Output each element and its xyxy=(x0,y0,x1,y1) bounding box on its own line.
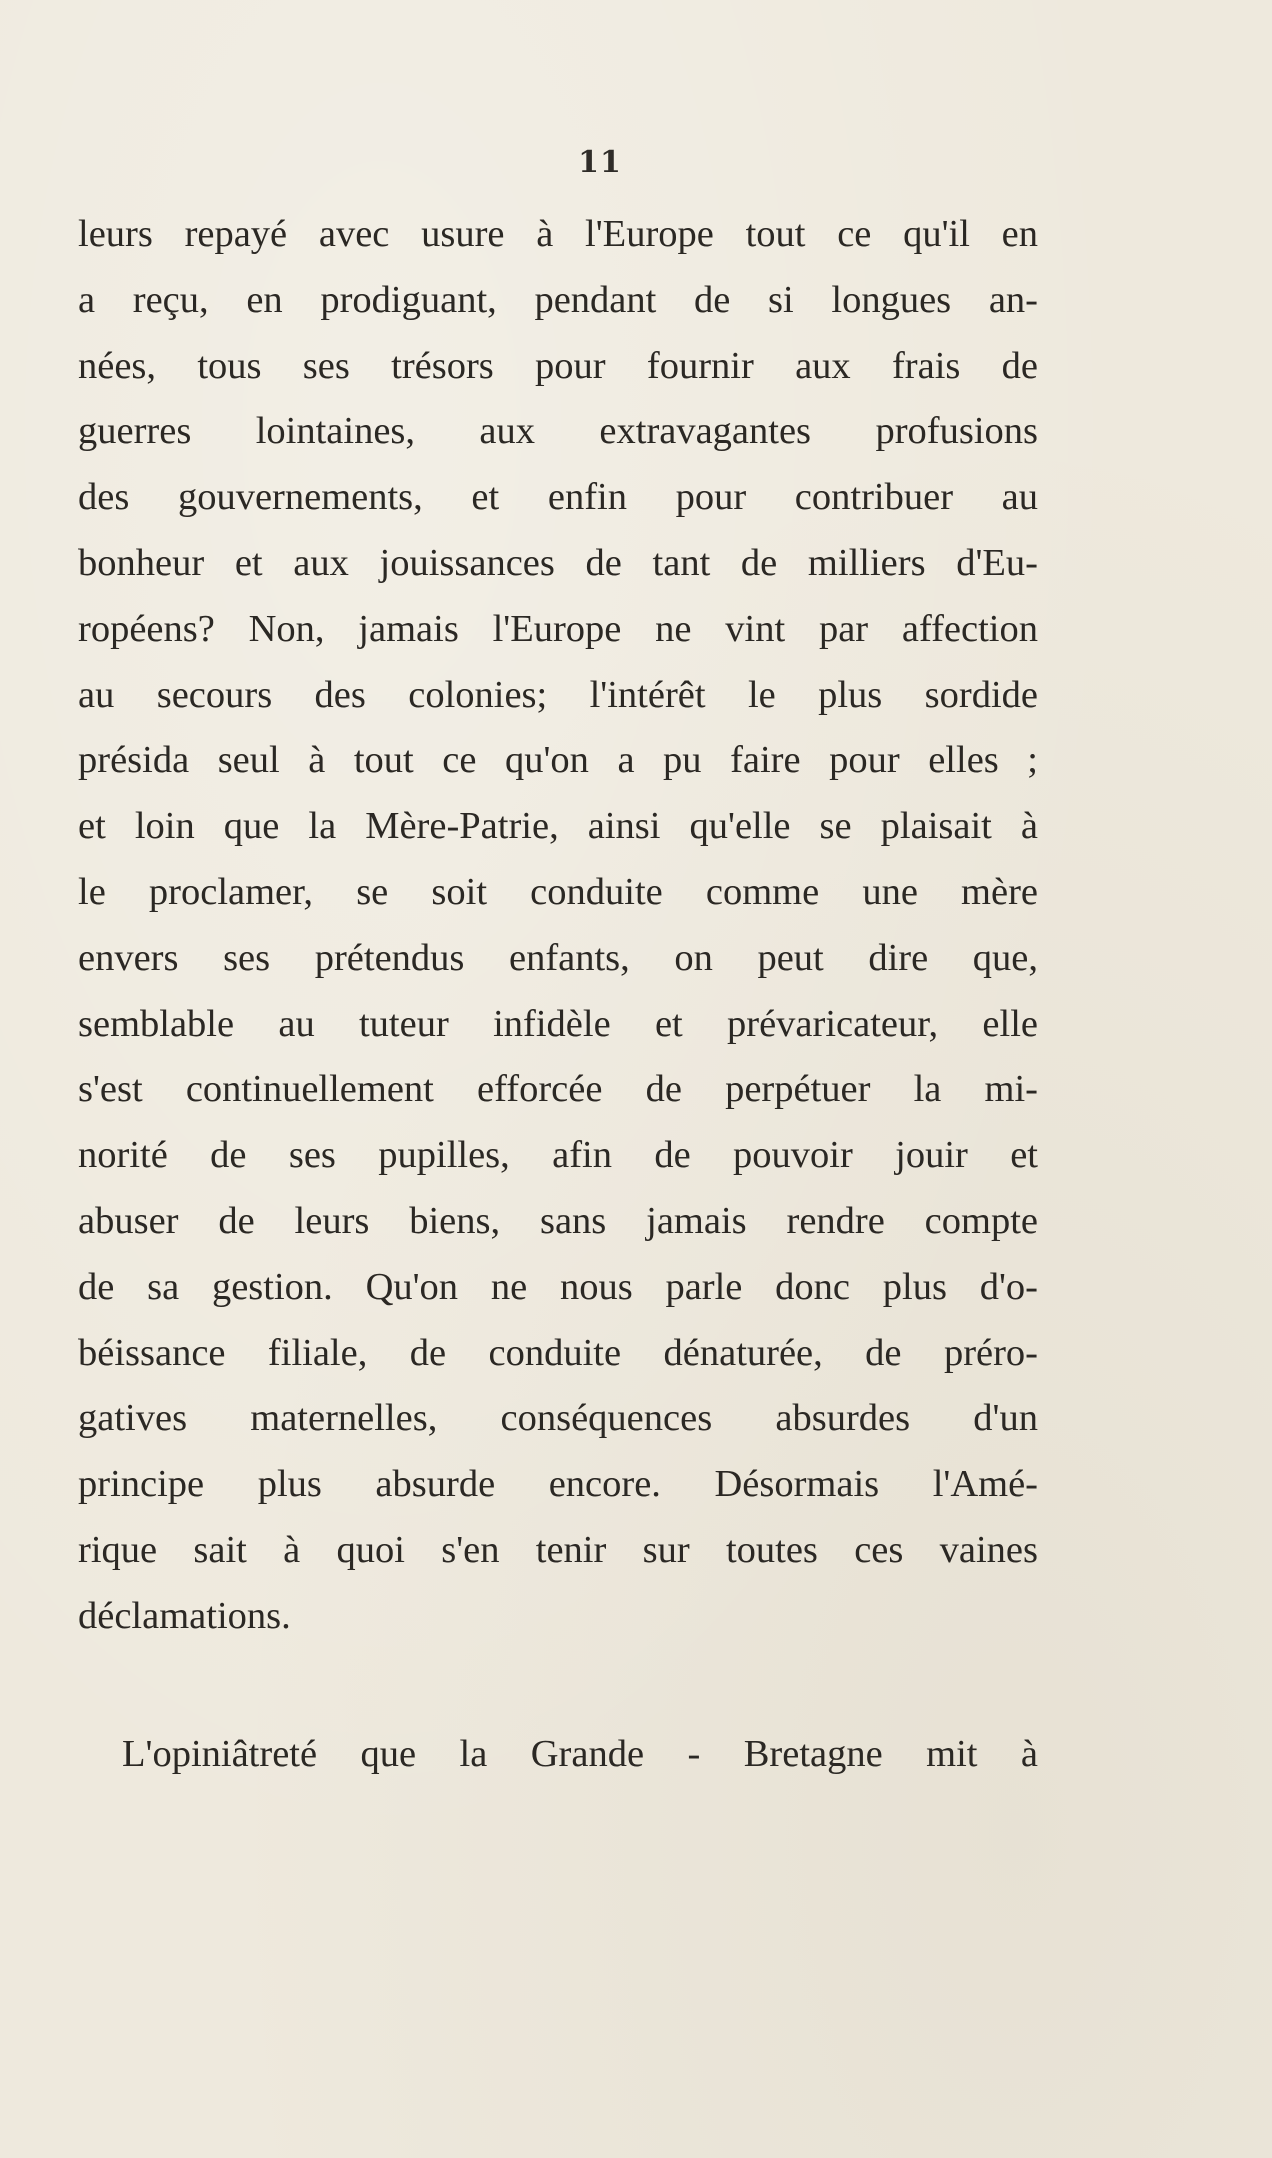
text-line: nées, tous ses trésors pour fournir aux frais de xyxy=(78,344,1038,387)
text-line: gatives maternelles, conséquences absurdes d'un xyxy=(78,1397,1038,1440)
text-line: semblable au tuteur infidèle et prévaricateur, elle xyxy=(78,1002,1038,1045)
paragraph-1 xyxy=(78,202,1038,1650)
text-line: et loin que la Mère-Patrie, ainsi qu'elle se plaisait à xyxy=(78,805,1038,848)
text-line: norité de ses pupilles, afin de pouvoir jouir et xyxy=(78,1134,1038,1177)
text-line: principe plus absurde encore. Désormais l'Amé- xyxy=(78,1463,1038,1506)
text-line: s'est continuellement efforcée de perpétuer la mi- xyxy=(78,1068,1038,1111)
text-line: ropéens? Non, jamais l'Europe ne vint par affection xyxy=(78,607,1038,650)
text-line: au secours des colonies; l'intérêt le plus sordide xyxy=(78,673,1038,716)
text-line: déclamations. xyxy=(78,1594,291,1637)
text-line: L'opiniâtreté que la Grande - Bretagne mit à xyxy=(122,1733,1038,1775)
paragraph-2 xyxy=(78,1722,1038,1788)
text-line: béissance filiale, de conduite dénaturée, de préro- xyxy=(78,1331,1038,1374)
text-line: le proclamer, se soit conduite comme une mère xyxy=(78,870,1038,913)
text-line: guerres lointaines, aux extravagantes profusions xyxy=(78,410,1038,453)
text-line: leurs repayé avec usure à l'Europe tout ce qu'il en xyxy=(78,213,1038,255)
text-line: rique sait à quoi s'en tenir sur toutes ces vaines xyxy=(78,1528,1038,1571)
text-line: des gouvernements, et enfin pour contribuer au xyxy=(78,476,1038,519)
text-line: a reçu, en prodiguant, pendant de si longues an- xyxy=(78,278,1038,321)
text-line: de sa gestion. Qu'on ne nous parle donc plus d'o- xyxy=(78,1265,1038,1308)
page-number: 11 xyxy=(578,145,622,180)
text-line: abuser de leurs biens, sans jamais rendre compte xyxy=(78,1199,1038,1242)
text-line: présida seul à tout ce qu'on a pu faire pour elles ; xyxy=(78,739,1038,782)
text-line: bonheur et aux jouissances de tant de milliers d'Eu- xyxy=(78,541,1038,584)
text-line: envers ses prétendus enfants, on peut dire que, xyxy=(78,936,1038,979)
